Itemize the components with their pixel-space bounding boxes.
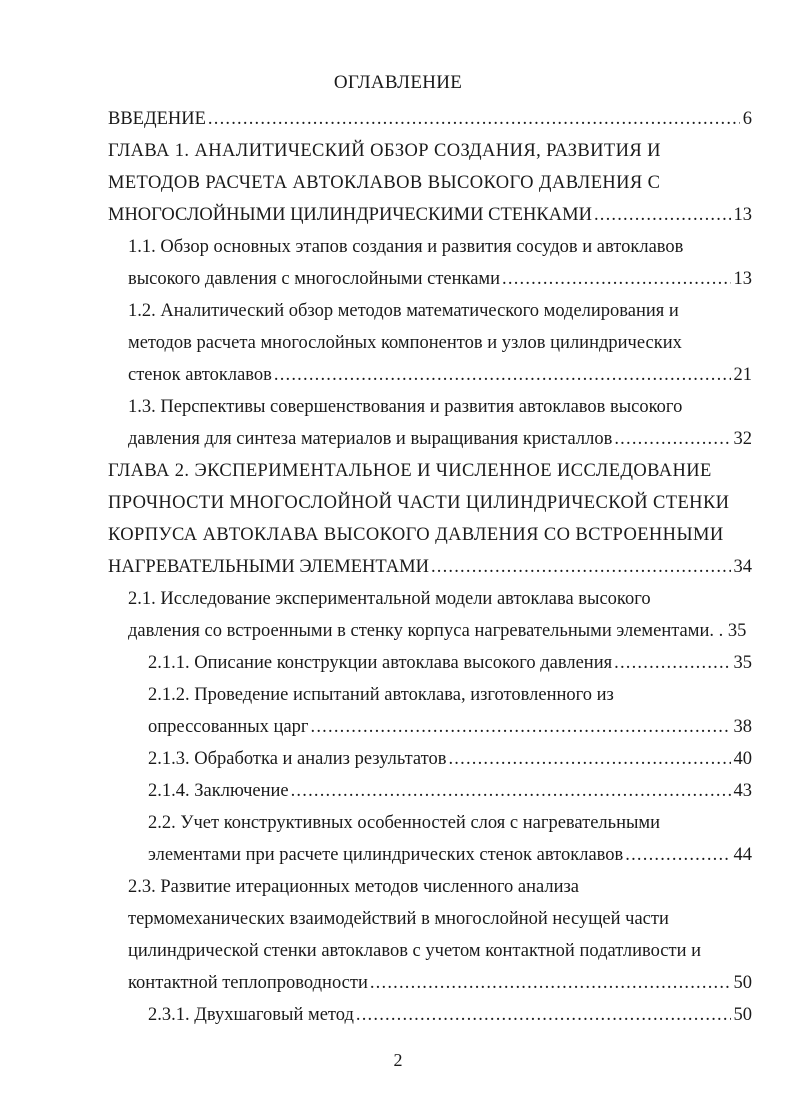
toc-chapter-2-line-4[interactable] bbox=[108, 551, 752, 583]
toc-section-2-1-2-line-1[interactable] bbox=[148, 679, 614, 711]
toc-entry-text: термомеханических взаимодействий в многослойной несущей части bbox=[128, 909, 669, 929]
dot-leader bbox=[625, 839, 730, 871]
toc-section-2-3-line-2[interactable] bbox=[128, 903, 669, 935]
toc-chapter-2-line-2[interactable] bbox=[108, 487, 729, 519]
toc-entry-text: 1.1. Обзор основных этапов создания и развития сосудов и автоклавов bbox=[128, 237, 684, 257]
toc-section-1-1-line-1[interactable] bbox=[128, 231, 683, 263]
toc-entry-text: 2.1. Исследование экспериментальной модели автоклава высокого bbox=[128, 589, 651, 609]
toc-entry-text: КОРПУСА АВТОКЛАВА ВЫСОКОГО ДАВЛЕНИЯ СО ВСТРОЕННЫМИ bbox=[108, 525, 724, 545]
toc-section-2-1-1[interactable] bbox=[148, 647, 752, 679]
toc-entry-text: 1.3. Перспективы совершенствования и развития автоклавов высокого bbox=[128, 397, 683, 417]
toc-title: ОГЛАВЛЕНИЕ bbox=[333, 72, 463, 93]
toc-entry-text: ГЛАВА 1. АНАЛИТИЧЕСКИЙ ОБЗОР СОЗДАНИЯ, РАЗВИТИЯ И bbox=[108, 141, 661, 161]
toc-entry-text: высокого давления с многослойными стенками bbox=[128, 269, 501, 289]
toc-chapter-2-line-1[interactable] bbox=[108, 455, 712, 487]
toc-entry-text: элементами при расчете цилиндрических стенок автоклавов bbox=[148, 845, 624, 865]
toc-section-2-2-line-1[interactable] bbox=[148, 807, 660, 839]
toc-entry-text: контактной теплопроводности bbox=[128, 973, 368, 993]
toc-entry-text: 2.3.1. Двухшаговый метод bbox=[148, 1005, 354, 1025]
toc-entry-text: опрессованных царг bbox=[148, 717, 309, 737]
toc-page-number: 6 bbox=[742, 109, 752, 129]
toc-entry-text: стенок автоклавов bbox=[128, 365, 272, 385]
toc-entry-text: МНОГОСЛОЙНЫМИ ЦИЛИНДРИЧЕСКИМИ СТЕНКАМИ bbox=[108, 205, 592, 225]
dot-leader bbox=[208, 103, 740, 135]
toc-page-number: 13 bbox=[733, 269, 752, 289]
toc-entry-text: ПРОЧНОСТИ МНОГОСЛОЙНОЙ ЧАСТИ ЦИЛИНДРИЧЕСКОЙ СТЕНКИ bbox=[108, 493, 730, 513]
toc-section-1-2-line-1[interactable] bbox=[128, 295, 679, 327]
toc-section-1-1-line-2[interactable] bbox=[128, 263, 752, 295]
toc-entry-text: цилиндрической стенки автоклавов с учетом контактной податливости и bbox=[128, 941, 702, 961]
dot-leader bbox=[274, 359, 731, 391]
toc-page-number: 38 bbox=[733, 717, 752, 737]
toc-page-number: 21 bbox=[733, 365, 752, 385]
toc-section-2-1-3[interactable] bbox=[148, 743, 752, 775]
toc-entry-text: 2.2. Учет конструктивных особенностей слоя с нагревательными bbox=[148, 813, 661, 833]
toc-section-2-3-1[interactable] bbox=[148, 999, 752, 1031]
dot-leader bbox=[502, 263, 730, 295]
dot-leader bbox=[356, 999, 731, 1031]
toc-entry-text: НАГРЕВАТЕЛЬНЫМИ ЭЛЕМЕНТАМИ bbox=[108, 557, 429, 577]
toc-chapter-1-line-3[interactable] bbox=[108, 199, 752, 231]
toc-entry-text: 2.1.2. Проведение испытаний автоклава, изготовленного из bbox=[148, 685, 614, 705]
dot-leader bbox=[311, 711, 731, 743]
toc-chapter-1-line-1[interactable] bbox=[108, 135, 661, 167]
toc-entry-text: давления со встроенными в стенку корпуса нагревательными элементами. . 35 bbox=[128, 621, 747, 641]
toc-section-2-3-line-3[interactable] bbox=[128, 935, 701, 967]
toc-page-number: 50 bbox=[733, 1005, 752, 1025]
toc-entry-text: МЕТОДОВ РАСЧЕТА АВТОКЛАВОВ ВЫСОКОГО ДАВЛЕНИЯ С bbox=[108, 173, 661, 193]
toc-page-number: 43 bbox=[733, 781, 752, 801]
dot-leader bbox=[291, 775, 731, 807]
toc-chapter-2-line-3[interactable] bbox=[108, 519, 724, 551]
toc-entry-introduction[interactable] bbox=[108, 103, 752, 135]
toc-entry-text: методов расчета многослойных компонентов и узлов цилиндрических bbox=[128, 333, 682, 353]
toc-section-2-1-4[interactable] bbox=[148, 775, 752, 807]
toc-section-2-1-2-line-2[interactable] bbox=[148, 711, 752, 743]
toc-page-number: 50 bbox=[733, 973, 752, 993]
toc-entry-text: 2.1.1. Описание конструкции автоклава высокого давления bbox=[148, 653, 613, 673]
dot-leader bbox=[614, 423, 730, 455]
dot-leader bbox=[448, 743, 730, 775]
toc-entry-text: ВВЕДЕНИЕ bbox=[108, 109, 206, 129]
toc-section-2-1-line-2[interactable] bbox=[128, 615, 746, 647]
toc-entry-text: ГЛАВА 2. ЭКСПЕРИМЕНТАЛЬНОЕ И ЧИСЛЕННОЕ ИССЛЕДОВАНИЕ bbox=[108, 461, 712, 481]
dot-leader bbox=[614, 647, 730, 679]
toc-entry-text: 2.3. Развитие итерационных методов численного анализа bbox=[128, 877, 580, 897]
toc-entry-text: 2.1.3. Обработка и анализ результатов bbox=[148, 749, 447, 769]
toc-page-number: 13 bbox=[733, 205, 752, 225]
toc-section-2-1-line-1[interactable] bbox=[128, 583, 651, 615]
toc-entry-text: 1.2. Аналитический обзор методов математического моделирования и bbox=[128, 301, 679, 321]
dot-leader bbox=[594, 199, 731, 231]
toc-section-1-3-line-2[interactable] bbox=[128, 423, 752, 455]
toc-section-2-2-line-2[interactable] bbox=[148, 839, 752, 871]
toc-section-2-3-line-4[interactable] bbox=[128, 967, 752, 999]
toc-entry-text: 2.1.4. Заключение bbox=[148, 781, 289, 801]
toc-chapter-1-line-2[interactable] bbox=[108, 167, 660, 199]
page-number: 2 bbox=[393, 1050, 403, 1070]
toc-page-number: 35 bbox=[733, 653, 752, 673]
dot-leader bbox=[431, 551, 731, 583]
toc-section-1-3-line-1[interactable] bbox=[128, 391, 682, 423]
toc-section-1-2-line-3[interactable] bbox=[128, 359, 752, 391]
toc-section-2-3-line-1[interactable] bbox=[128, 871, 579, 903]
toc-page-number: 40 bbox=[733, 749, 752, 769]
toc-page-number: 34 bbox=[733, 557, 752, 577]
toc-page-number: 32 bbox=[733, 429, 752, 449]
toc-entry-text: давления для синтеза материалов и выращивания кристаллов bbox=[128, 429, 613, 449]
toc-section-1-2-line-2[interactable] bbox=[128, 327, 682, 359]
toc-page-number: 44 bbox=[733, 845, 752, 865]
dot-leader bbox=[370, 967, 731, 999]
